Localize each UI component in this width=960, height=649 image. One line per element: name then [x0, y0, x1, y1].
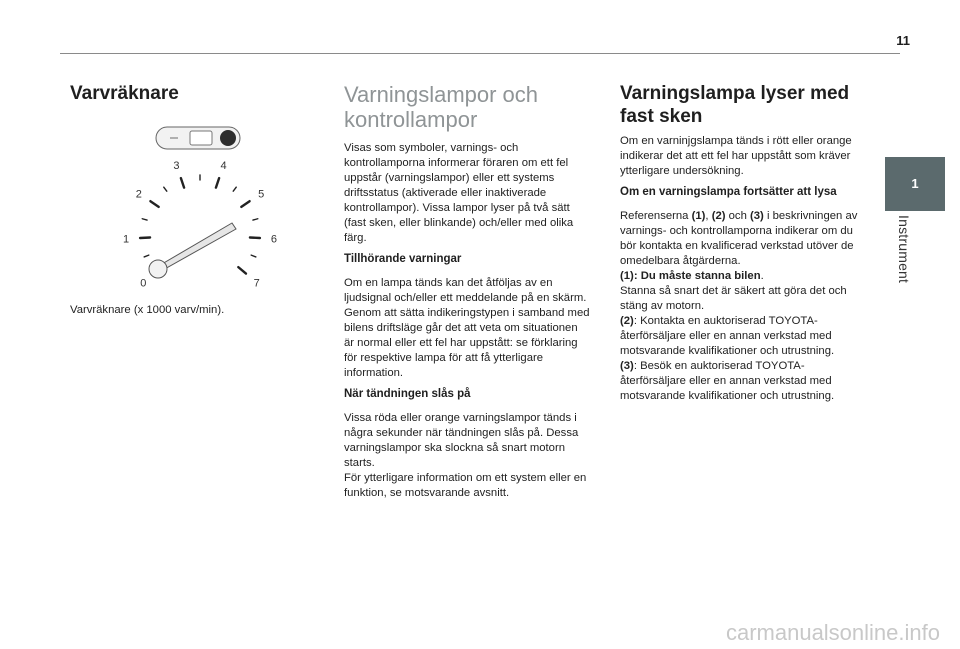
gauge-minor-tick — [233, 187, 236, 191]
text-line: återförsäljare eller en annan verkstad med — [620, 330, 832, 342]
gauge-scale-label: 5 — [258, 188, 265, 201]
item-3-number: (3) — [620, 360, 634, 372]
warning-lamps-heading-line1: Varningslampor och — [344, 82, 539, 107]
subheading-ignition-on: När tändningen slås på — [344, 388, 471, 400]
text-line: Om en lampa tänds kan det åtföljas av en — [344, 277, 553, 289]
steady-lamp-heading — [620, 82, 872, 128]
text-line: varnings- och kontrollamporna indikerar om du — [620, 225, 853, 237]
steady-lamp-heading-line1: Varningslampa lyser med — [620, 83, 850, 104]
gauge-major-tick — [238, 267, 246, 273]
text-fragment: : Kontakta en auktoriserad TOYOTA- — [633, 315, 818, 327]
item-1-title: : Du måste stanna bilen — [633, 270, 761, 282]
text-line: motsvarande kvalifikationer och utrustning. — [620, 390, 835, 402]
gauge-minor-tick — [251, 255, 256, 257]
gauge-window-slot — [190, 131, 212, 145]
text-fragment: : Besök en auktoriserad TOYOTA- — [633, 360, 805, 372]
gauge-scale-label: 4 — [220, 159, 227, 172]
text-line: indikerar det att ett fel har uppstått som kräver — [620, 150, 851, 162]
steady-lamp-heading-line2: fast sken — [620, 106, 703, 127]
text-line: för respektive lampa för att få ytterligare — [344, 352, 544, 364]
text-line: bör kontakta en kvalificerad verkstad utöver de — [620, 240, 854, 252]
chapter-tab[interactable] — [885, 157, 945, 211]
gauge-major-tick — [241, 201, 249, 207]
gauge-needle — [149, 223, 236, 278]
warning-lamps-intro — [344, 141, 600, 246]
gauge-ticks — [140, 175, 260, 274]
subheading-associated-warnings: Tillhörande varningar — [344, 253, 462, 265]
column-steady-warning-lamp — [620, 82, 872, 404]
gauge-minor-tick — [253, 219, 258, 220]
gauge-major-tick — [216, 178, 219, 187]
text-line: information. — [344, 367, 404, 379]
gauge-scale-label: 0 — [140, 277, 147, 290]
text-line: ytterligare undersökning. — [620, 165, 744, 177]
text-fragment: Referenserna — [620, 210, 692, 222]
text-line: färg. — [344, 232, 367, 244]
gauge-scale-label: 7 — [253, 277, 260, 290]
text-line: kontrollamporna informerar föraren om ett fel — [344, 157, 569, 169]
text-line: För ytterligare information om ett system eller en — [344, 472, 587, 484]
gauge-minor-tick — [142, 219, 147, 220]
gauge-major-tick — [150, 201, 158, 207]
warning-lamps-heading — [344, 82, 600, 132]
gauge-minor-tick — [164, 187, 167, 191]
page-number: 11 — [896, 33, 910, 48]
reference-3: (3) — [750, 210, 764, 222]
text-line: Om en varninjgslampa tänds i rött eller orange — [620, 135, 852, 147]
text-fragment: i beskrivningen av — [763, 210, 858, 222]
text-line: motsvarande kvalifikationer och utrustning. — [620, 345, 835, 357]
tachometer-heading: Varvräknare — [70, 83, 179, 104]
ignition-on-text — [344, 411, 600, 501]
text-line: några sekunder när tändningen slås på. Dessa — [344, 427, 579, 439]
gauge-scale-label: 6 — [270, 233, 277, 246]
chapter-number: 1 — [911, 176, 919, 191]
gauge-scale-label: 1 — [123, 233, 130, 246]
gauge-needle-hub — [149, 260, 167, 278]
text-line: Vissa röda eller orange varningslampor tänds i — [344, 412, 577, 424]
item-2-number: (2) — [620, 315, 634, 327]
watermark: carmanualsonline.info — [725, 620, 940, 645]
steady-lamp-intro — [620, 134, 872, 179]
gauge-window-knob — [220, 130, 236, 146]
chapter-label — [896, 215, 916, 305]
text-line: omedelbara åtgärderna. — [620, 255, 741, 267]
gauge-display-window — [156, 127, 240, 149]
item-1-number: (1) — [620, 270, 634, 282]
text-line: varningslampor ska slockna så snart motorn — [344, 442, 566, 454]
text-line: Visas som symboler, varnings- och — [344, 142, 519, 154]
text-line: (fast sken, eller blinkande) och/eller med olika — [344, 217, 574, 229]
column-tachometer — [70, 82, 270, 105]
gauge-scale-label: 3 — [173, 159, 180, 172]
text-line: är normal eller ett fel har uppstått: se förklaring — [344, 337, 578, 349]
subheading-lamp-stays-on: Om en varningslampa fortsätter att lysa — [620, 186, 837, 198]
reference-2: (2) — [711, 210, 726, 222]
text-fragment: . — [760, 270, 764, 282]
gauge-scale-label: 2 — [135, 188, 142, 201]
text-line: kontrollampor). Vissa lampor lyser på två sätt — [344, 202, 570, 214]
associated-warnings-text — [344, 276, 600, 381]
top-rule — [60, 53, 900, 54]
tachometer-gauge-illustration — [112, 123, 286, 293]
text-fragment: och — [725, 210, 750, 222]
text-line: starts. — [344, 457, 375, 469]
text-line: Stanna så snart det är säkert att göra det och — [620, 285, 847, 297]
text-line: funktion, se motsvarande avsnitt. — [344, 487, 510, 499]
text-line: bilens driftsläge går det att veta om situationen — [344, 322, 578, 334]
text-line: driftsstatus (aktiverade eller inaktiverade — [344, 187, 547, 199]
column-warning-lamps — [344, 82, 600, 501]
gauge-major-tick — [181, 178, 184, 187]
gauge-minor-tick — [144, 255, 149, 257]
text-line: Genom att sätta indikeringstypen i samband med — [344, 307, 590, 319]
references-text — [620, 209, 872, 404]
reference-1: (1) — [691, 210, 706, 222]
chapter-label-text: Instrument — [896, 215, 912, 284]
tachometer-caption: Varvräknare (x 1000 varv/min). — [70, 304, 225, 316]
text-line: ljudsignal och/eller ett meddelande på en skärm. — [344, 292, 587, 304]
text-line: återförsäljare eller en annan verkstad med — [620, 375, 832, 387]
text-line: stäng av motorn. — [620, 300, 705, 312]
text-fragment: , — [705, 210, 712, 222]
warning-lamps-heading-line2: kontrollampor — [344, 107, 478, 132]
text-line: uppstår (varningslampor) eller ett systems — [344, 172, 555, 184]
